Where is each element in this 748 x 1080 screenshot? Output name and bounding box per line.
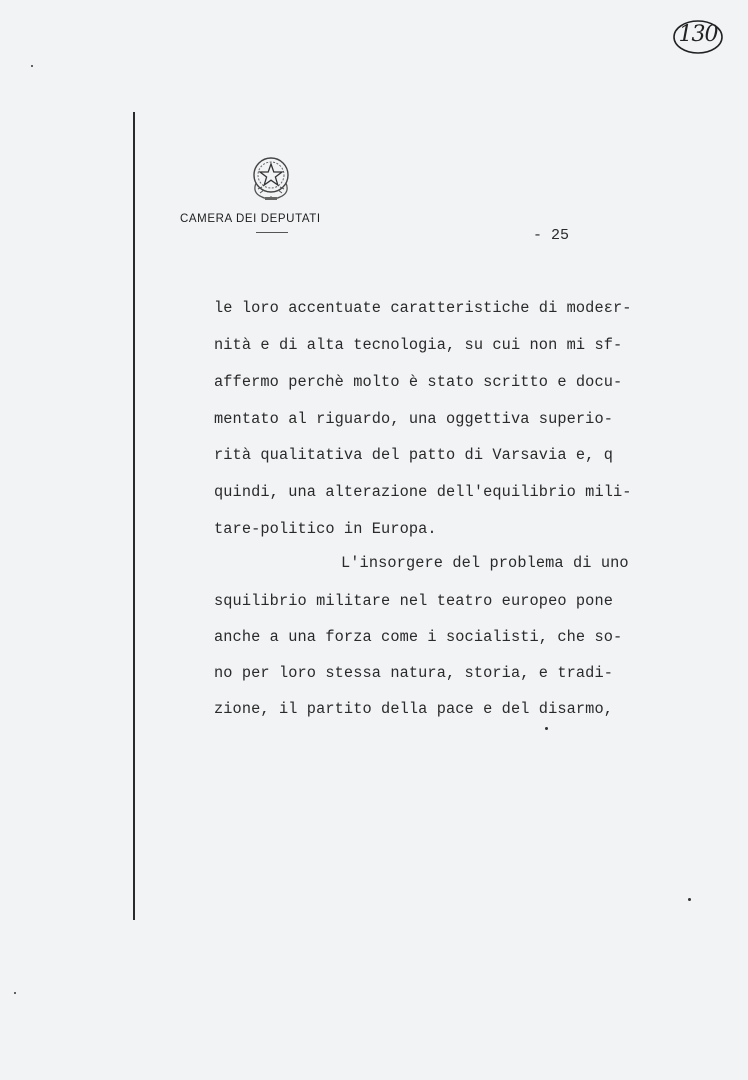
italian-republic-emblem-icon <box>248 153 294 203</box>
body-line: le loro accentuate caratteristiche di modeεr- <box>214 299 632 317</box>
page-stamp-number: 130 <box>678 22 718 47</box>
body-line: zione, il partito della pace e del disarmo, <box>214 700 614 718</box>
institution-rule <box>256 232 288 233</box>
ink-speck <box>545 727 548 730</box>
ink-speck <box>14 992 16 994</box>
body-line: affermo perchè molto è stato scritto e docu- <box>214 373 623 391</box>
body-line: rità qualitativa del patto di Varsavia e, q <box>214 446 614 464</box>
body-line: tare-politico in Europa. <box>214 520 437 538</box>
handwritten-page-stamp <box>672 18 724 56</box>
body-line: L'insorgere del problema di uno <box>341 554 629 572</box>
left-margin-rule <box>133 112 135 920</box>
ink-speck <box>31 65 33 67</box>
body-line: squilibrio militare nel teatro europeo pone <box>214 592 614 610</box>
body-line: nità e di alta tecnologia, su cui non mi sf- <box>214 336 623 354</box>
body-line: anche a una forza come i socialisti, che so- <box>214 628 623 646</box>
ink-speck <box>688 898 691 901</box>
institution-name: CAMERA DEI DEPUTATI <box>180 213 321 225</box>
page-number: - 25 <box>533 227 570 244</box>
body-line: quindi, una alterazione dell'equilibrio mili- <box>214 483 632 501</box>
body-line: mentato al riguardo, una oggettiva superio- <box>214 410 614 428</box>
body-line: no per loro stessa natura, storia, e tradi- <box>214 664 614 682</box>
